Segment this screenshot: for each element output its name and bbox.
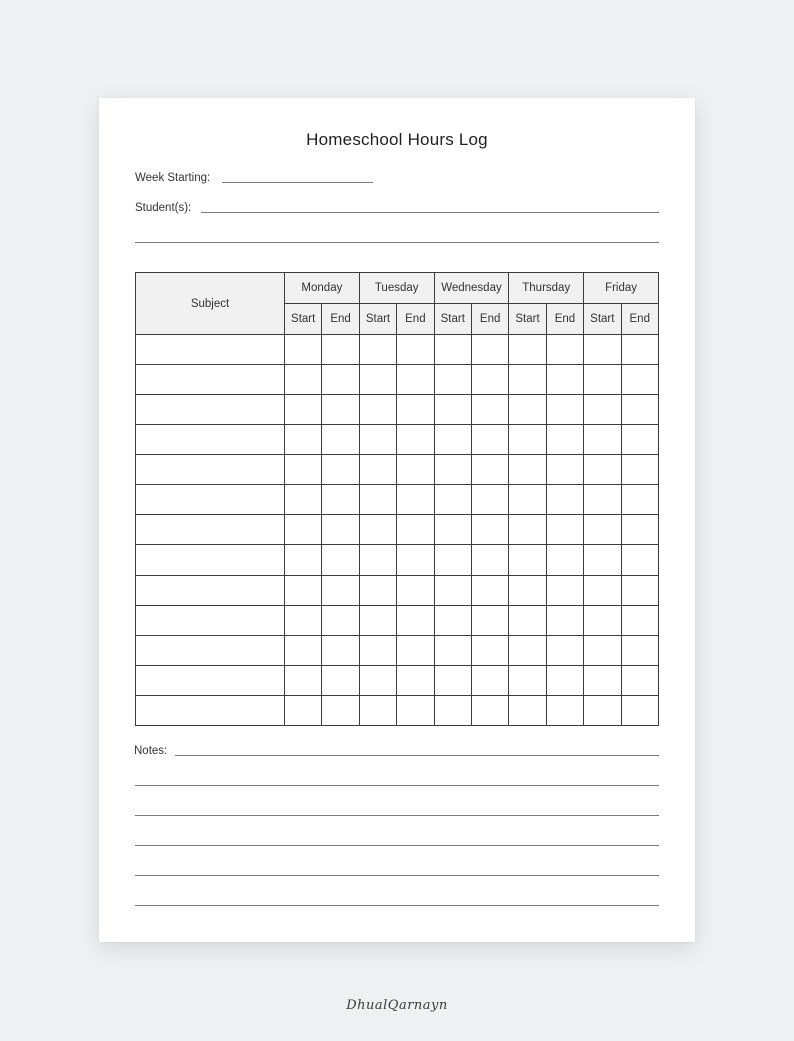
start-time-cell[interactable] [434,425,471,455]
table-row [136,485,659,515]
subject-cell[interactable] [136,665,285,695]
start-time-cell[interactable] [359,545,396,575]
notes-line[interactable] [135,905,659,906]
start-time-cell[interactable] [359,395,396,425]
start-time-cell[interactable] [359,365,396,395]
start-time-cell[interactable] [359,635,396,665]
subject-cell[interactable] [136,455,285,485]
end-time-cell[interactable] [546,545,583,575]
notes-line[interactable] [135,785,659,786]
end-time-cell[interactable] [621,485,658,515]
end-time-cell[interactable] [471,545,508,575]
end-time-cell[interactable] [397,515,434,545]
start-time-cell[interactable] [359,455,396,485]
end-time-cell[interactable] [546,515,583,545]
start-time-cell[interactable] [584,665,621,695]
subject-cell[interactable] [136,575,285,605]
start-time-cell[interactable] [584,605,621,635]
hours-table [135,272,659,726]
end-header: End [471,304,508,335]
start-time-cell[interactable] [434,485,471,515]
start-time-cell[interactable] [509,515,546,545]
end-time-cell[interactable] [471,425,508,455]
start-time-cell[interactable] [285,665,322,695]
end-time-cell[interactable] [546,575,583,605]
end-time-cell[interactable] [471,575,508,605]
start-time-cell[interactable] [285,575,322,605]
start-time-cell[interactable] [434,515,471,545]
start-time-cell[interactable] [285,695,322,725]
start-time-cell[interactable] [434,665,471,695]
start-time-cell[interactable] [509,395,546,425]
end-time-cell[interactable] [322,335,359,365]
end-header: End [397,304,434,335]
end-time-cell[interactable] [322,365,359,395]
week-starting-line[interactable] [222,182,373,183]
signature-logo: DhualQarnayn [346,998,448,1013]
day-header-tuesday: Tuesday [359,273,434,304]
end-time-cell[interactable] [546,395,583,425]
start-header: Start [359,304,396,335]
end-time-cell[interactable] [397,335,434,365]
page-title: Homeschool Hours Log [306,130,488,149]
start-time-cell[interactable] [584,455,621,485]
start-time-cell[interactable] [509,545,546,575]
start-time-cell[interactable] [584,635,621,665]
start-time-cell[interactable] [509,455,546,485]
students-line-2[interactable] [135,242,659,243]
end-time-cell[interactable] [621,425,658,455]
subject-cell[interactable] [136,485,285,515]
end-time-cell[interactable] [397,485,434,515]
subject-cell[interactable] [136,365,285,395]
end-time-cell[interactable] [322,605,359,635]
start-time-cell[interactable] [359,665,396,695]
start-time-cell[interactable] [359,335,396,365]
end-time-cell[interactable] [397,575,434,605]
end-time-cell[interactable] [471,515,508,545]
table-row [136,395,659,425]
end-time-cell[interactable] [397,425,434,455]
end-time-cell[interactable] [546,665,583,695]
start-time-cell[interactable] [285,395,322,425]
start-time-cell[interactable] [584,695,621,725]
start-time-cell[interactable] [509,365,546,395]
notes-line[interactable] [135,845,659,846]
end-time-cell[interactable] [322,455,359,485]
start-time-cell[interactable] [285,635,322,665]
start-time-cell[interactable] [359,485,396,515]
day-header-friday: Friday [584,273,659,304]
end-time-cell[interactable] [471,395,508,425]
end-time-cell[interactable] [471,365,508,395]
end-header: End [546,304,583,335]
subject-cell[interactable] [136,425,285,455]
start-time-cell[interactable] [285,455,322,485]
end-time-cell[interactable] [621,365,658,395]
end-header: End [621,304,658,335]
start-time-cell[interactable] [434,545,471,575]
end-time-cell[interactable] [621,515,658,545]
end-time-cell[interactable] [397,695,434,725]
table-row [136,635,659,665]
start-time-cell[interactable] [285,425,322,455]
end-time-cell[interactable] [397,665,434,695]
end-time-cell[interactable] [397,545,434,575]
start-time-cell[interactable] [509,695,546,725]
start-header: Start [434,304,471,335]
start-time-cell[interactable] [285,545,322,575]
subject-cell[interactable] [136,695,285,725]
end-time-cell[interactable] [322,545,359,575]
start-time-cell[interactable] [509,575,546,605]
start-time-cell[interactable] [434,335,471,365]
end-time-cell[interactable] [621,545,658,575]
end-time-cell[interactable] [471,695,508,725]
end-header: End [322,304,359,335]
end-time-cell[interactable] [322,695,359,725]
subject-cell[interactable] [136,545,285,575]
start-time-cell[interactable] [584,545,621,575]
start-time-cell[interactable] [434,365,471,395]
start-time-cell[interactable] [434,635,471,665]
table-body [136,335,659,726]
subject-header: Subject [136,273,285,335]
start-time-cell[interactable] [434,695,471,725]
table-row [136,335,659,365]
end-time-cell[interactable] [546,605,583,635]
end-time-cell[interactable] [546,335,583,365]
day-header-thursday: Thursday [509,273,584,304]
start-time-cell[interactable] [584,425,621,455]
start-time-cell[interactable] [584,515,621,545]
table-row [136,455,659,485]
students-label: Student(s): [135,202,192,214]
end-time-cell[interactable] [546,425,583,455]
start-time-cell[interactable] [584,335,621,365]
day-header-monday: Monday [285,273,360,304]
subject-cell[interactable] [136,335,285,365]
table-row [136,695,659,725]
table-row [136,575,659,605]
start-time-cell[interactable] [359,605,396,635]
table-row [136,365,659,395]
table-row [136,545,659,575]
end-time-cell[interactable] [546,365,583,395]
start-time-cell[interactable] [509,605,546,635]
students-line[interactable] [201,212,659,213]
end-time-cell[interactable] [397,635,434,665]
end-time-cell[interactable] [471,635,508,665]
start-time-cell[interactable] [509,665,546,695]
start-header: Start [285,304,322,335]
start-time-cell[interactable] [359,695,396,725]
end-time-cell[interactable] [471,455,508,485]
end-time-cell[interactable] [397,455,434,485]
start-time-cell[interactable] [359,425,396,455]
day-header-wednesday: Wednesday [434,273,509,304]
end-time-cell[interactable] [621,605,658,635]
end-time-cell[interactable] [397,365,434,395]
end-time-cell[interactable] [546,455,583,485]
start-time-cell[interactable] [584,575,621,605]
start-time-cell[interactable] [434,575,471,605]
end-time-cell[interactable] [621,575,658,605]
end-time-cell[interactable] [471,335,508,365]
start-time-cell[interactable] [434,605,471,635]
start-time-cell[interactable] [584,395,621,425]
start-time-cell[interactable] [509,485,546,515]
notes-line[interactable] [135,875,659,876]
start-time-cell[interactable] [434,455,471,485]
end-time-cell[interactable] [322,425,359,455]
end-time-cell[interactable] [621,395,658,425]
end-time-cell[interactable] [322,635,359,665]
table-row [136,605,659,635]
subject-cell[interactable] [136,515,285,545]
table-row [136,515,659,545]
start-time-cell[interactable] [359,515,396,545]
week-starting-label: Week Starting: [135,172,211,184]
start-time-cell[interactable] [584,365,621,395]
start-header: Start [509,304,546,335]
end-time-cell[interactable] [322,515,359,545]
start-time-cell[interactable] [285,365,322,395]
start-time-cell[interactable] [509,335,546,365]
end-time-cell[interactable] [621,665,658,695]
start-header: Start [584,304,621,335]
end-time-cell[interactable] [397,395,434,425]
table-row [136,665,659,695]
end-time-cell[interactable] [621,455,658,485]
end-time-cell[interactable] [322,485,359,515]
end-time-cell[interactable] [471,605,508,635]
end-time-cell[interactable] [471,485,508,515]
end-time-cell[interactable] [322,665,359,695]
end-time-cell[interactable] [471,665,508,695]
start-time-cell[interactable] [285,515,322,545]
start-time-cell[interactable] [584,485,621,515]
subject-cell[interactable] [136,635,285,665]
start-time-cell[interactable] [509,635,546,665]
end-time-cell[interactable] [322,395,359,425]
notes-line[interactable] [135,815,659,816]
subject-cell[interactable] [136,395,285,425]
end-time-cell[interactable] [397,605,434,635]
table-row [136,425,659,455]
notes-label: Notes: [134,745,168,757]
start-time-cell[interactable] [359,575,396,605]
notes-line[interactable] [175,755,659,756]
end-time-cell[interactable] [621,335,658,365]
end-time-cell[interactable] [546,485,583,515]
end-time-cell[interactable] [546,635,583,665]
start-time-cell[interactable] [285,335,322,365]
start-time-cell[interactable] [509,425,546,455]
start-time-cell[interactable] [434,395,471,425]
start-time-cell[interactable] [285,605,322,635]
worksheet-page [99,98,695,942]
subject-cell[interactable] [136,605,285,635]
end-time-cell[interactable] [322,575,359,605]
end-time-cell[interactable] [621,695,658,725]
start-time-cell[interactable] [285,485,322,515]
end-time-cell[interactable] [621,635,658,665]
end-time-cell[interactable] [546,695,583,725]
